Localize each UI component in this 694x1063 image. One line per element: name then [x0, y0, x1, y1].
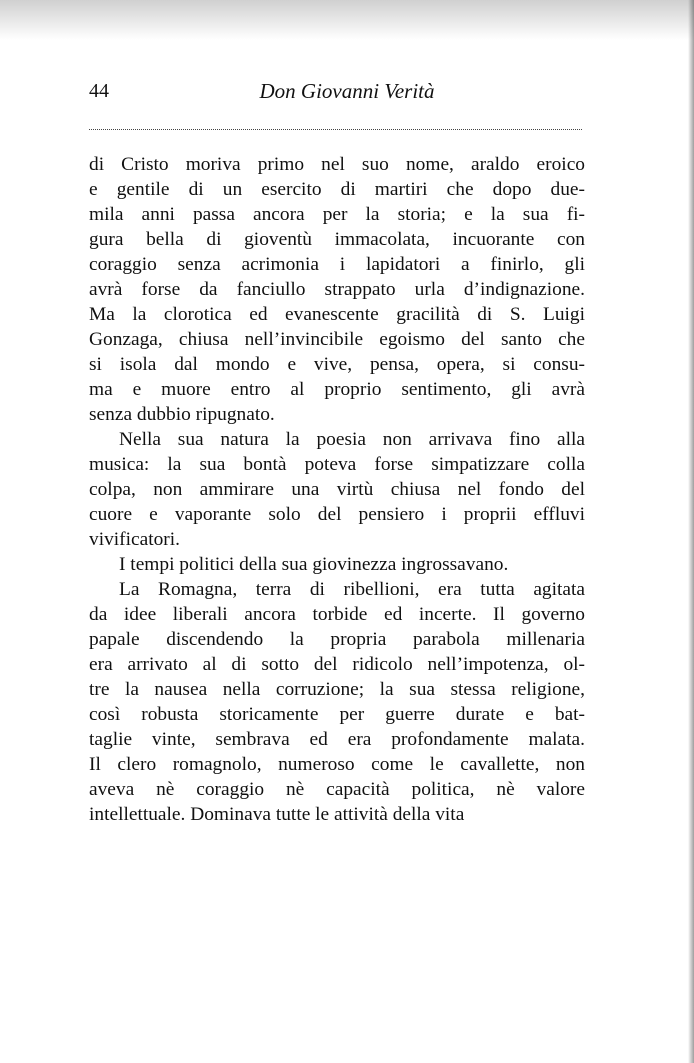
text-line: coraggio senza acrimonia i lapidatori a finirlo, gli [89, 254, 585, 275]
page-number: 44 [89, 80, 109, 102]
text-line: cuore e vaporante solo del pensiero i proprii effluvi [89, 504, 585, 525]
text-line: e gentile di un esercito di martiri che dopo due- [89, 179, 585, 200]
text-line: Nella sua natura la poesia non arrivava fino alla [119, 429, 585, 450]
text-line: La Romagna, terra di ribellioni, era tutta agitata [119, 579, 585, 600]
text-line: si isola dal mondo e vive, pensa, opera, si consu- [89, 354, 585, 375]
text-line: vivificatori. [89, 529, 180, 550]
text-line: di Cristo moriva primo nel suo nome, araldo eroico [89, 154, 585, 175]
text-line: taglie vinte, sembrava ed era profondamente malata. [89, 729, 585, 750]
paragraph [89, 552, 585, 577]
text-line: così robusta storicamente per guerre durate e bat- [89, 704, 585, 725]
text-line: I tempi politici della sua giovinezza ingrossavano. [119, 554, 509, 575]
text-line: musica: la sua bontà poteva forse simpatizzare colla [89, 454, 585, 475]
text-line: gura bella di gioventù immacolata, incuorante con [89, 229, 585, 250]
text-line: Gonzaga, chiusa nell’invincibile egoismo del santo che [89, 329, 585, 350]
scan-shadow-right [688, 0, 694, 1063]
text-line: era arrivato al di sotto del ridicolo nell’impotenza, ol- [89, 654, 585, 675]
running-title: Don Giovanni Verità [259, 79, 435, 103]
text-line: senza dubbio ripugnato. [89, 404, 275, 425]
body-text [89, 152, 585, 827]
text-line: Ma la clorotica ed evanescente gracilità di S. Luigi [89, 304, 585, 325]
paragraph [89, 577, 585, 827]
text-line: avrà forse da fanciullo strappato urla d’indignazione. [89, 279, 585, 300]
text-line: da idee liberali ancora torbide ed incerte. Il governo [89, 604, 585, 625]
text-line: aveva nè coraggio nè capacità politica, nè valore [89, 779, 585, 800]
text-line: tre la nausea nella corruzione; la sua stessa religione, [89, 679, 585, 700]
text-line: intellettuale. Dominava tutte le attività della vita [89, 804, 465, 825]
text-line: mila anni passa ancora per la storia; e la sua fi- [89, 204, 585, 225]
text-line: colpa, non ammirare una virtù chiusa nel fondo del [89, 479, 585, 500]
text-line: Il clero romagnolo, numeroso come le cavallette, non [89, 754, 585, 775]
text-line: papale discendendo la propria parabola millenaria [89, 629, 585, 650]
paragraph [89, 427, 585, 552]
scan-shadow-top [0, 0, 694, 40]
text-line: ma e muore entro al proprio sentimento, gli avrà [89, 379, 585, 400]
paragraph [89, 152, 585, 427]
header-rule [89, 129, 582, 130]
